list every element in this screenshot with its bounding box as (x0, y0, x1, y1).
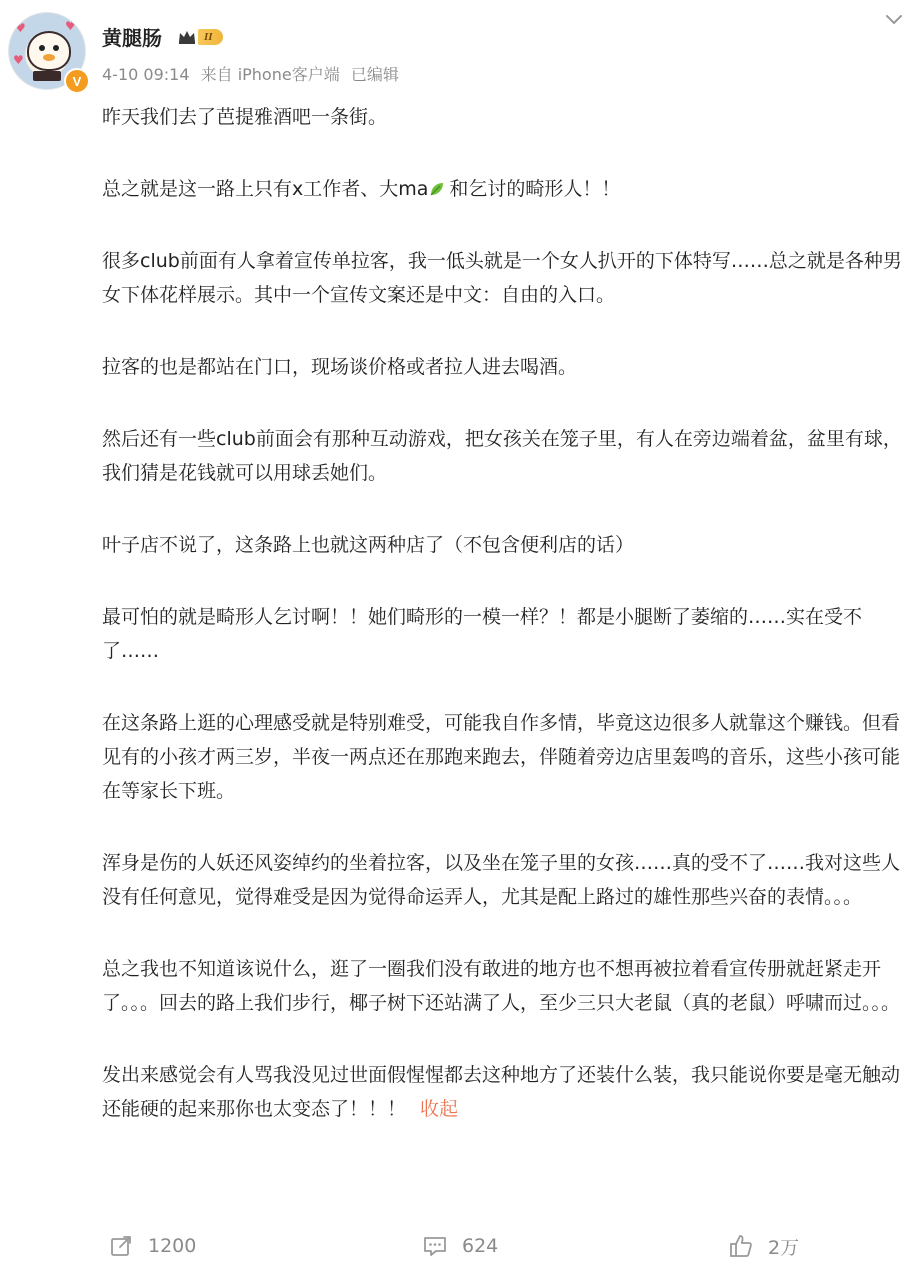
like-count: 2万 (768, 1236, 800, 1259)
post-content (102, 100, 906, 1126)
collapse-link[interactable]: 收起 (420, 1098, 459, 1120)
post-paragraph (102, 1058, 906, 1126)
post-paragraph: 在这条路上逛的心理感受就是特别难受，可能我自作多情，毕竟这边很多人就靠这个赚钱。但看见有的小孩才两三岁，半夜一两点还在那跑来跑去，伴随着旁边店里轰鸣的音乐，这些小孩可能在等家长下班。 (102, 712, 901, 802)
level-badge[interactable] (176, 27, 232, 47)
post-paragraph: 昨天我们去了芭提雅酒吧一条街。 (102, 106, 388, 128)
post-paragraph: 然后还有一些club前面会有那种互动游戏，把女孩关在笼子里，有人在旁边端着盆，盆里有球，我们猜是花钱就可以用球丢她们。 (102, 428, 902, 484)
post-text: 和乞讨的畸形人！！ (449, 178, 621, 200)
share-icon (108, 1233, 134, 1259)
post-paragraph: 很多club前面有人拿着宣传单拉客，我一低头就是一个女人扒开的下体特写……总之就是各种男女下体花样展示。其中一个宣传文案还是中文：自由的入口。 (102, 250, 902, 306)
comment-button[interactable] (422, 1226, 498, 1266)
post-text: 发出来感觉会有人骂我没见过世面假惺惺都去这种地方了还装什么装，我只能说你要是毫无触动还能硬的起来那你也太变态了！！！ (102, 1064, 901, 1120)
post-meta (102, 62, 405, 85)
chevron-down-icon[interactable] (884, 12, 904, 28)
post-paragraph: 总之我也不知道该说什么，逛了一圈我们没有敢进的地方也不想再被拉着看宣传册就赶紧走开了。。。回去的路上我们步行，椰子树下还站满了人，至少三只大老鼠（真的老鼠）呼啸而过。。。 (102, 958, 901, 1014)
edited-label[interactable]: 已编辑 (350, 65, 399, 84)
post-paragraph: 叶子店不说了，这条路上也就这两种店了（不包含便利店的话） (102, 534, 635, 556)
leaf-emoji-icon (429, 174, 445, 190)
crown-icon (176, 28, 198, 46)
heart-icon: ♥ (65, 19, 76, 33)
post-paragraph: 最可怕的就是畸形人乞讨啊！！她们畸形的一模一样？！都是小腿断了萎缩的……实在受不了…… (102, 606, 863, 662)
comment-icon (422, 1233, 448, 1259)
post-paragraph: 浑身是伤的人妖还风姿绰约的坐着拉客，以及坐在笼子里的女孩……真的受不了……我对这些人没有任何意见，觉得难受是因为觉得命运弄人，尤其是配上路过的雄性那些兴奋的表情。。。 (102, 852, 901, 908)
heart-icon: ♥ (13, 53, 24, 67)
repost-button[interactable] (108, 1226, 196, 1266)
post-paragraph: 拉客的也是都站在门口，现场谈价格或者拉人进去喝酒。 (102, 356, 578, 378)
post-paragraph (102, 172, 906, 206)
like-button[interactable] (728, 1226, 799, 1266)
action-bar (0, 1226, 918, 1266)
level-label: II (198, 29, 223, 45)
thumbs-up-icon (728, 1233, 754, 1259)
avatar[interactable] (8, 12, 90, 94)
repost-count: 1200 (148, 1235, 197, 1257)
heart-icon: ♥ (15, 21, 26, 35)
post-text: 总之就是这一路上只有x工作者、大ma (102, 178, 429, 200)
post-time: 4-10 09:14 (102, 65, 190, 84)
verified-badge-icon: V (64, 68, 90, 94)
cartoon-face (27, 31, 71, 71)
post-source: 来自 iPhone客户端 (200, 65, 340, 84)
username[interactable]: 黄腿肠 (102, 26, 162, 50)
comment-count: 624 (462, 1235, 499, 1257)
